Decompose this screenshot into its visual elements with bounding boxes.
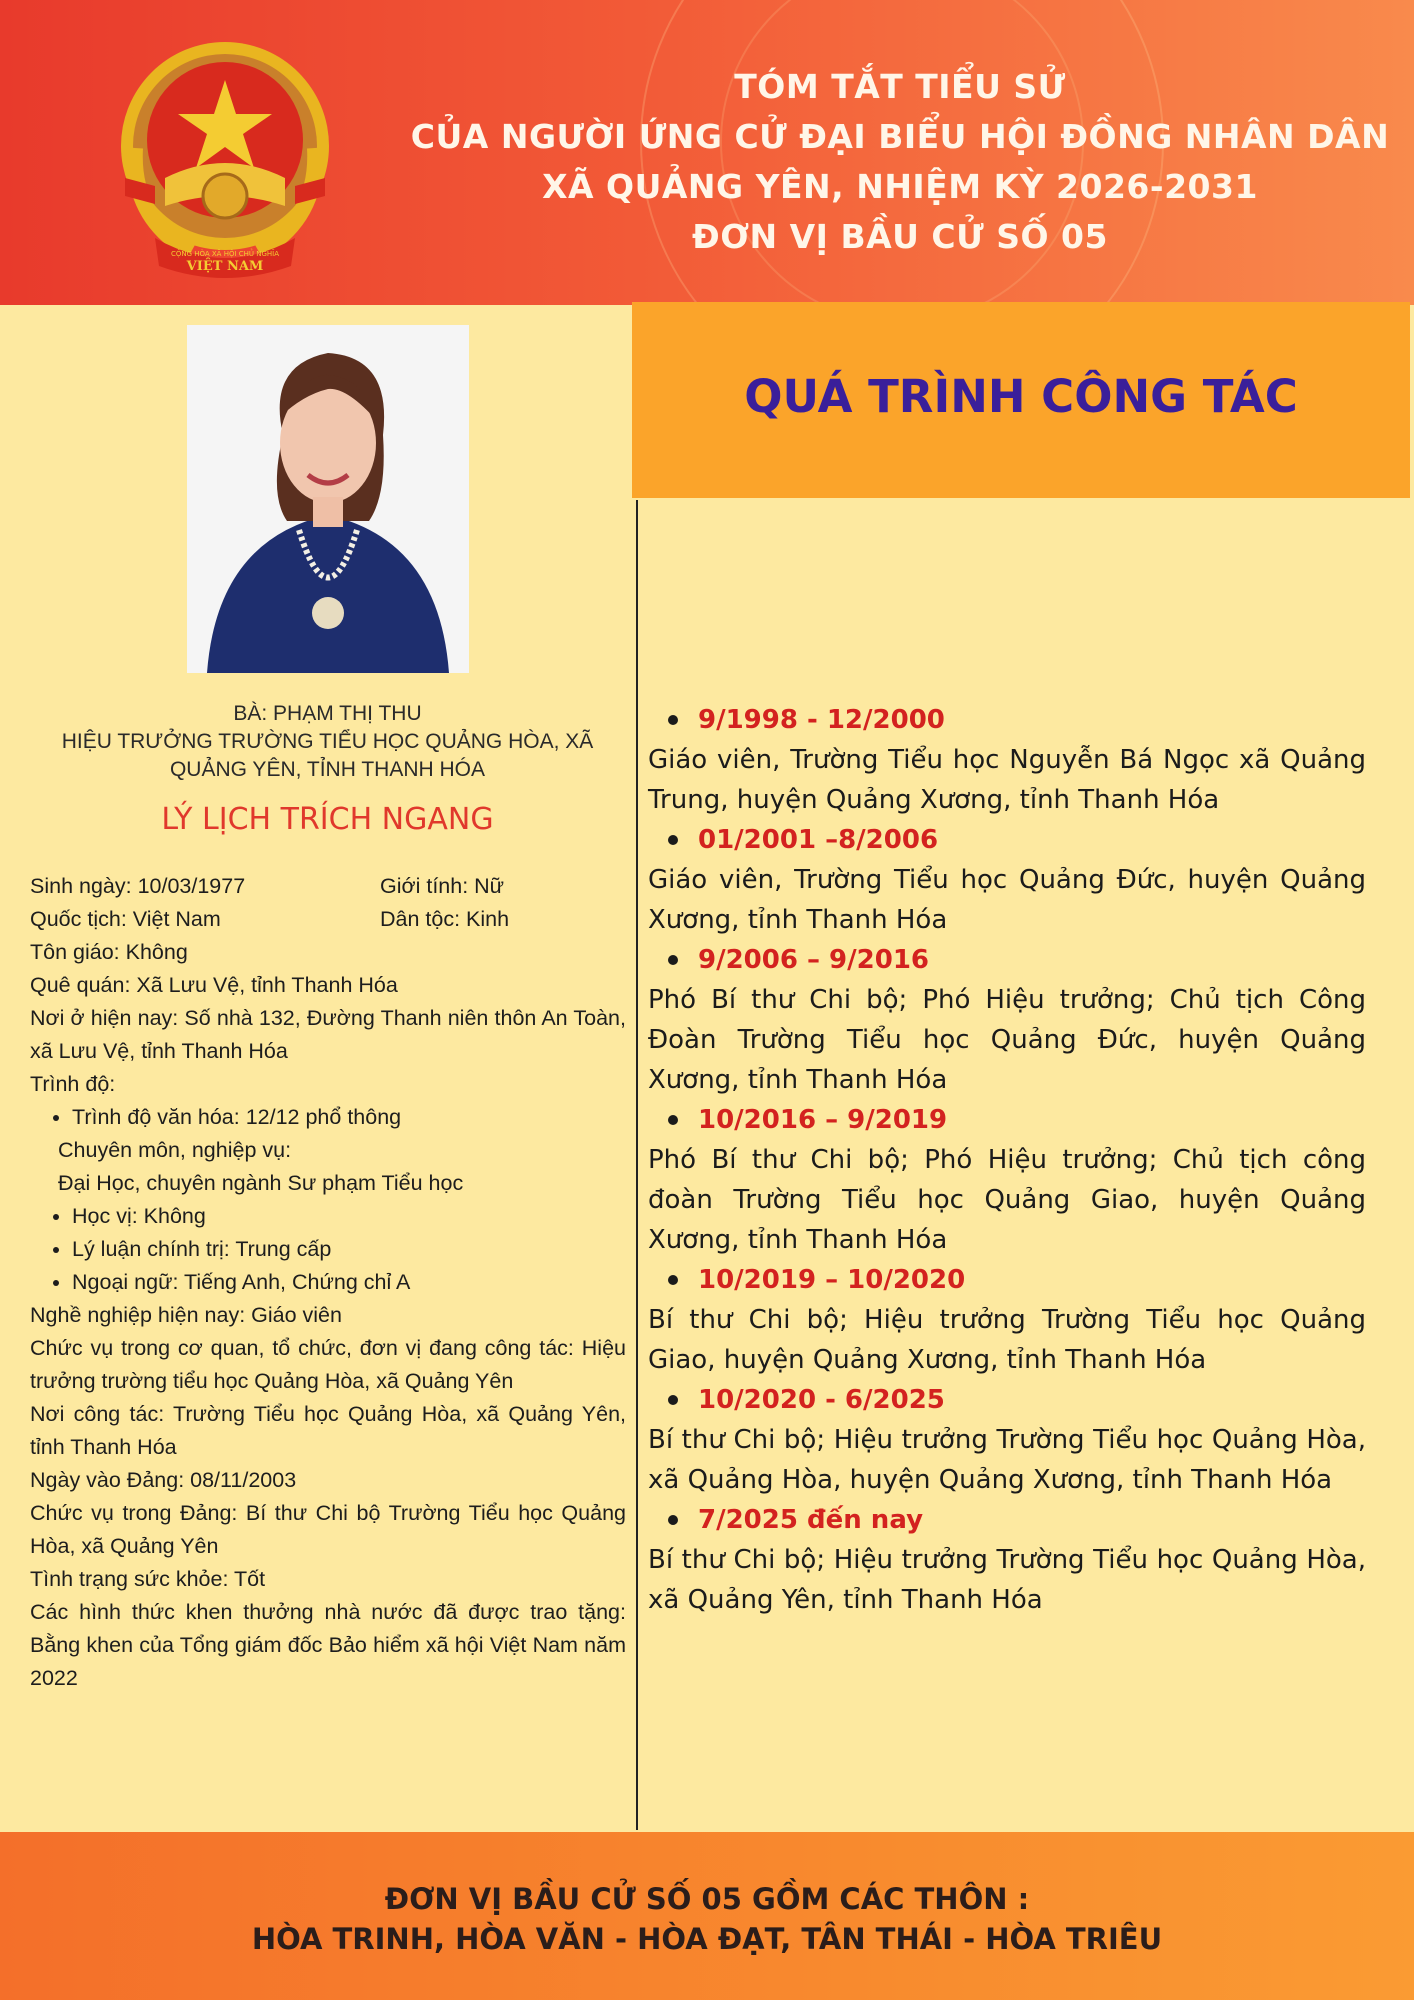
career-description: Giáo viên, Trường Tiểu học Quảng Đức, huyện Quảng Xương, tỉnh Thanh Hóa [648,865,1366,935]
foreign-language: • Ngoại ngữ: Tiếng Anh, Chứng chỉ A [72,1266,626,1299]
candidate-info [20,700,635,784]
career-description: Phó Bí thư Chi bộ; Phó Hiệu trưởng; Chủ tịch công đoàn Trường Tiểu học Quảng Giao, huyện Quảng Xương, tỉnh Thanh Hóa [648,1145,1366,1255]
health-status: Tình trạng sức khỏe: Tốt [30,1567,266,1591]
candidate-title-line-1: HIỆU TRƯỞNG TRƯỜNG TIỂU HỌC QUẢNG HÒA, XÃ [61,730,594,753]
bio-section-title: LÝ LỊCH TRÍCH NGANG [161,802,494,837]
header-titles [400,62,1400,262]
dob-gender-row [30,870,626,903]
career-header-box [632,302,1410,498]
header-line-4: ĐƠN VỊ BẦU CỬ SỐ 05 [692,217,1108,256]
dob: Sinh ngày: 10/03/1977 [30,874,246,898]
career-period: 10/2019 – 10/2020 [648,1260,1366,1300]
career-period: 10/2016 – 9/2019 [648,1100,1366,1140]
career-timeline [648,700,1366,1620]
career-period: 9/1998 - 12/2000 [648,700,1366,740]
emblem-text: VIỆT NAM [186,259,264,274]
nationality: Quốc tịch: Việt Nam [30,907,221,931]
hometown: Quê quán: Xã Lưu Vệ, tỉnh Thanh Hóa [30,973,398,997]
career-period: 01/2001 –8/2006 [648,820,1366,860]
career-description: Bí thư Chi bộ; Hiệu trưởng Trường Tiểu học Quảng Hòa, xã Quảng Hòa, huyện Quảng Xương, tỉnh Thanh Hóa [648,1425,1366,1495]
emblem-small-text: CỘNG HÒA XÃ HỘI CHỦ NGHĨA [170,250,280,258]
footer-line-2: HÒA TRINH, HÒA VĂN - HÒA ĐẠT, TÂN THÁI - HÒA TRIÊU [251,1922,1163,1956]
header-line-1: TÓM TẮT TIỂU SỬ [734,67,1066,106]
residence: Nơi ở hiện nay: Số nhà 132, Đường Thanh niên thôn An Toàn, xã Lưu Vệ, tỉnh Thanh Hóa [30,1006,626,1063]
education-list [30,1101,626,1134]
specialty: Đại Học, chuyên ngành Sư phạm Tiểu học [58,1171,464,1195]
religion: Tôn giáo: Không [30,940,188,964]
header-line-2: CỦA NGƯỜI ỨNG CỬ ĐẠI BIỂU HỘI ĐỒNG NHÂN DÂN [410,117,1390,156]
specialty-label: Chuyên môn, nghiệp vụ: [58,1138,292,1162]
footer-line-1: ĐƠN VỊ BẦU CỬ SỐ 05 GỒM CÁC THÔN : [384,1882,1030,1916]
career-period: 7/2025 đến nay [648,1500,1366,1540]
ethnicity: Dân tộc: Kinh [380,907,510,931]
career-description: Phó Bí thư Chi bộ; Phó Hiệu trưởng; Chủ tịch Công Đoàn Trường Tiểu học Quảng Đức, huyện Quảng Xương, tỉnh Thanh Hóa [648,985,1366,1095]
workplace: Nơi công tác: Trường Tiểu học Quảng Hòa, xã Quảng Yên, tỉnh Thanh Hóa [30,1402,626,1459]
column-divider [636,500,638,1830]
footer-banner [0,1832,1414,2000]
nationality-ethnicity-row [30,903,626,936]
career-period: 9/2006 – 9/2016 [648,940,1366,980]
gender: Giới tính: Nữ [380,874,505,898]
career-description: Bí thư Chi bộ; Hiệu trưởng Trường Tiểu học Quảng Giao, huyện Quảng Xương, tỉnh Thanh Hóa [648,1305,1366,1375]
party-position: Chức vụ trong Đảng: Bí thư Chi bộ Trường Tiểu học Quảng Hòa, xã Quảng Yên [30,1501,626,1558]
career-description: Giáo viên, Trường Tiểu học Nguyễn Bá Ngọc xã Quảng Trung, huyện Quảng Xương, tỉnh Thanh Hóa [648,745,1366,815]
candidate-name: BÀ: PHẠM THỊ THU [233,702,422,725]
national-emblem-icon [95,28,355,288]
general-education: • Trình độ văn hóa: 12/12 phổ thông [72,1101,626,1134]
career-period: 10/2020 - 6/2025 [648,1380,1366,1420]
degree: • Học vị: Không [72,1200,626,1233]
candidate-portrait [187,325,469,673]
awards: Các hình thức khen thưởng nhà nước đã được trao tặng: Bằng khen của Tổng giám đốc Bảo hiểm xã hội Việt Nam năm 2022 [30,1600,626,1690]
candidate-title-line-2: QUẢNG YÊN, TỈNH THANH HÓA [169,758,486,781]
party-join-date: Ngày vào Đảng: 08/11/2003 [30,1468,297,1492]
career-title: QUÁ TRÌNH CÔNG TÁC [744,370,1298,423]
current-position: Chức vụ trong cơ quan, tổ chức, đơn vị đang công tác: Hiệu trưởng trường tiểu học Quảng Hòa, xã Quảng Yên [30,1336,626,1393]
occupation: Nghề nghiệp hiện nay: Giáo viên [30,1303,342,1327]
bio-details [30,870,626,1695]
career-description: Bí thư Chi bộ; Hiệu trưởng Trường Tiểu học Quảng Hòa, xã Quảng Yên, tỉnh Thanh Hóa [648,1545,1366,1615]
header-banner [0,0,1414,305]
qualification-list [30,1200,626,1299]
header-line-3: XÃ QUẢNG YÊN, NHIỆM KỲ 2026-2031 [542,167,1258,206]
political-theory: • Lý luận chính trị: Trung cấp [72,1233,626,1266]
education-label: Trình độ: [30,1072,116,1096]
